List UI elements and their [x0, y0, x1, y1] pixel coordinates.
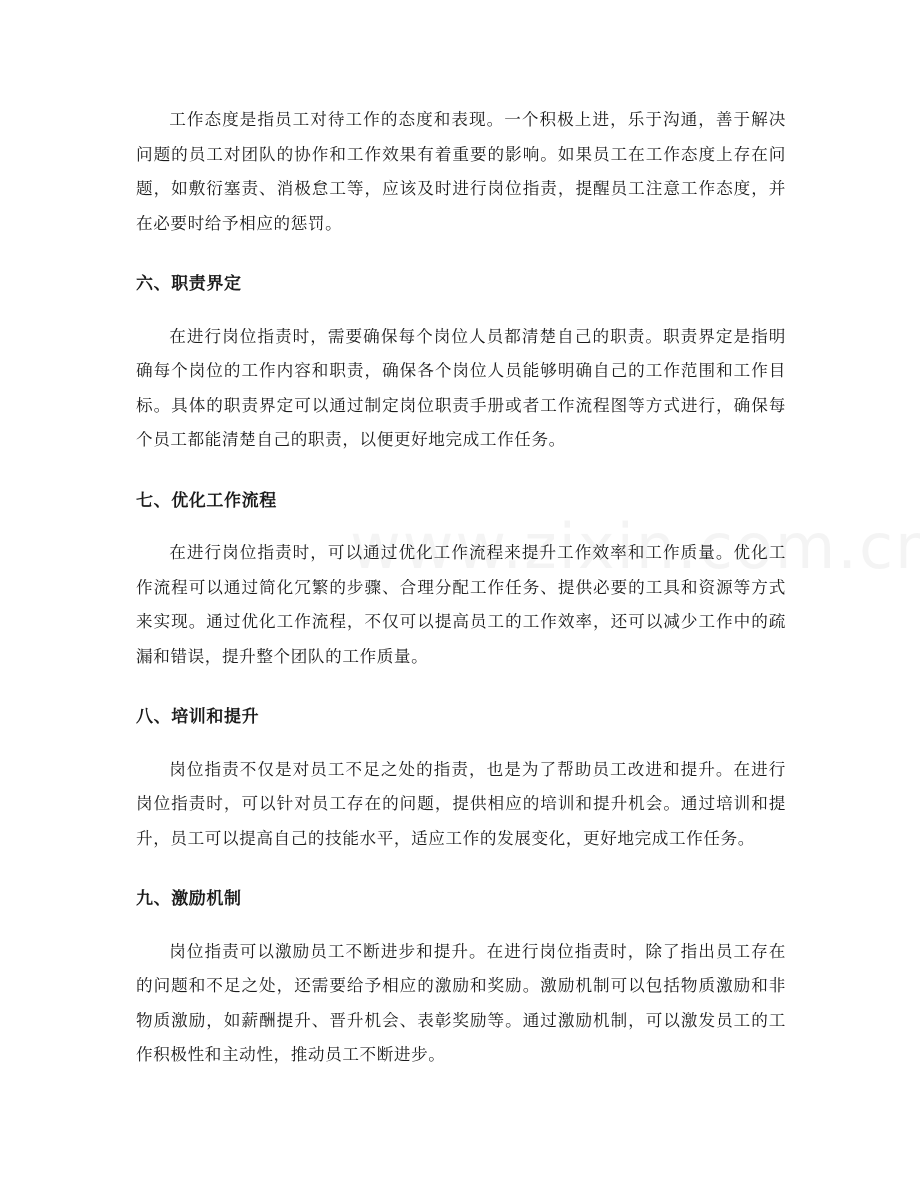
paragraph-work-attitude: 工作态度是指员工对待工作的态度和表现。一个积极上进，乐于沟通，善于解决问题的员工对团队的协作和工作效果有着重要的影响。如果员工在工作态度上存在问题，如敷衍塞责、消极怠工等，应该及时进行岗位指责，提醒员工注意工作态度，并在必要时给予相应的惩罚。 [136, 110, 786, 233]
heading-responsibility-definition: 六、职责界定 [136, 274, 242, 294]
heading-training-improvement: 八、培训和提升 [136, 707, 260, 727]
paragraph-training-improvement: 岗位指责不仅是对员工不足之处的指责，也是为了帮助员工改进和提升。在进行岗位指责时，可以针对员工存在的问题，提供相应的培训和提升机会。通过培训和提升，员工可以提高自己的技能水平，适应工作的发展变化，更好地完成工作任务。 [136, 759, 786, 848]
document-body [136, 103, 786, 1073]
paragraph-optimize-workflow: 在进行岗位指责时，可以通过优化工作流程来提升工作效率和工作质量。优化工作流程可以通过简化冗繁的步骤、合理分配工作任务、提供必要的工具和资源等方式来实现。通过优化工作流程，不仅可以提高员工的工作效率，还可以减少工作中的疏漏和错误，提升整个团队的工作质量。 [136, 543, 786, 666]
heading-incentive-mechanism: 九、激励机制 [136, 889, 242, 909]
paragraph-responsibility-definition: 在进行岗位指责时，需要确保每个岗位人员都清楚自己的职责。职责界定是指明确每个岗位的工作内容和职责，确保各个岗位人员能够明确自己的工作范围和工作目标。具体的职责界定可以通过制定岗位职责手册或者工作流程图等方式进行，确保每个员工都能清楚自己的职责，以便更好地完成工作任务。 [136, 326, 786, 449]
paragraph-incentive-mechanism: 岗位指责可以激励员工不断进步和提升。在进行岗位指责时，除了指出员工存在的问题和不足之处，还需要给予相应的激励和奖励。激励机制可以包括物质激励和非物质激励，如薪酬提升、晋升机会、表彰奖励等。通过激励机制，可以激发员工的工作积极性和主动性，推动员工不断进步。 [136, 941, 786, 1064]
heading-optimize-workflow: 七、优化工作流程 [136, 490, 277, 511]
